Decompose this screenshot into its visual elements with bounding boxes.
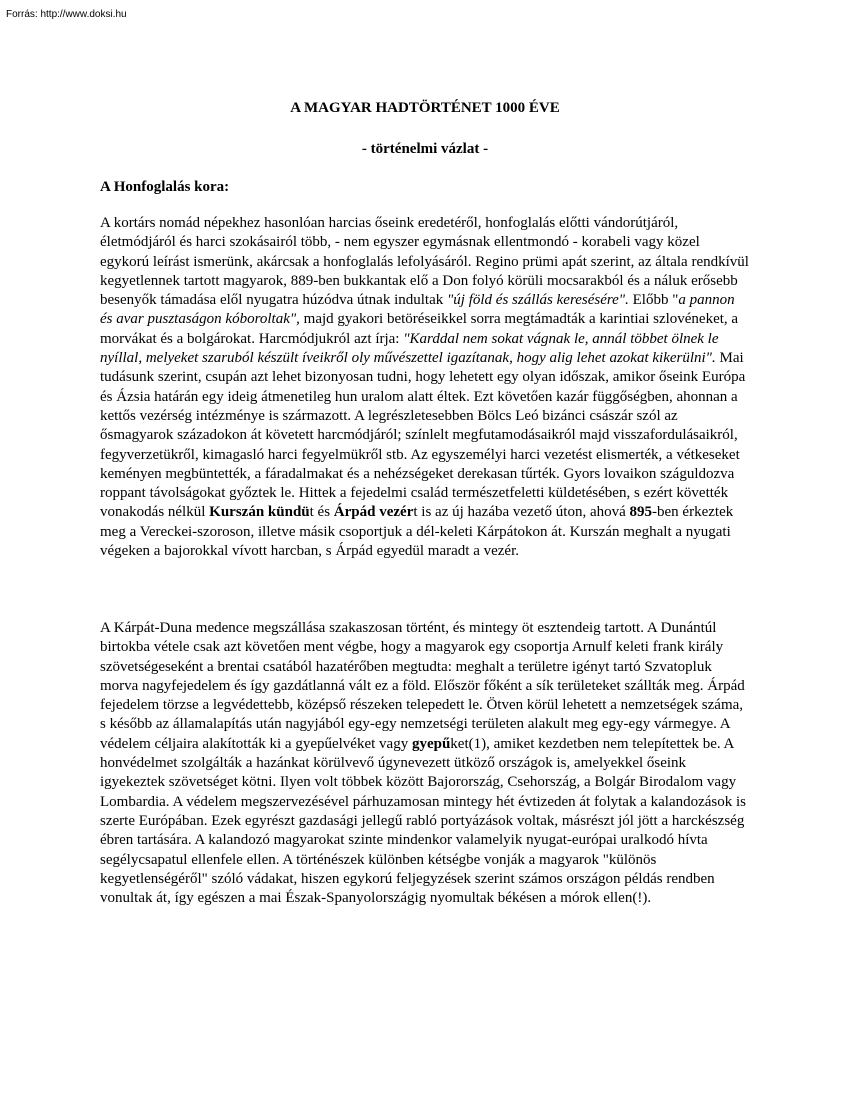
document-subtitle: - történelmi vázlat -	[361, 141, 489, 157]
paragraph-1	[100, 214, 750, 561]
quote-wandering: a pannon és avar pusztaságon kóboroltak",	[100, 292, 735, 328]
paragraph-2-text: A Kárpát-Duna medence megszállása szakaszosan történt, és mintegy öt esztendeig tartott. A Dunántúl birtokba vétele csak azt követően ment végbe, hogy a magyarok egy csoportja Arnulf keleti frank király szövetségeseként a brentai csatából hazatérőben megtudta: meghalt a területre igényt tartó Szvatopluk morva nagyfejedelem és így gazdátlanná vált ez a föld. Először főként a sík területeket szállták meg. Árpád fejedelem törzse a legvédettebb, középső részeken telepedett le. Ötven körül lehetett a nemzetségek száma, s később az államalapítás után nagyjából egy-egy nemzetségi területen alakult meg egy-egy vármegye. A védelem céljaira alakították ki a gyepűelvéket vagy	[100, 620, 745, 752]
paragraph-2	[100, 619, 750, 908]
paragraph-1-text: Mai tudásunk szerint, csupán azt lehet bizonyosan tudni, hogy lehetett egy olyan időszak, amikor őseink Európa és Ázsia határán egy ideig átmenetileg hun uralom alatt éltek. Ezt követően kazár függőségben, ahonnan a kettős vezérség intézménye is származott. A legrészletesebben Bölcs Leó bizánci császár szól az ősmagyarok századokon át követett harcmódjáról; színlelt megfutamodásaikról majd visszafordulásaikról, fegyverzetükről, kimagasló harci fegyelmükről stb. Az egyszemélyi harci vezetést elismerték, a vétkeseket keményen megbüntették, a fáradalmakat és a nehézségeket derekasan tűrték. Gyors lovaikon száguldozva roppant távolságokat győztek le. Hittek a fejedelmi család természetfeletti küldetésében, s ezért követték vonakodás nélkül	[100, 350, 746, 521]
bold-kurszan: Kurszán kündü	[209, 504, 310, 521]
paragraph-2-text: ket(1), amiket kezdetben nem telepítettek be. A honvédelmet szolgálták a hazánkat körülvevő úgynevezett ütköző országok is, amelyekkel őseink igyekeztek szövetséget kötni. Ilyen volt többek között Bajorország, Csehország, a Bolgár Birodalom vagy Lombardia. A védelem megszervezésével párhuzamosan mintegy hét évtizeden át folytak a kalandozások is szerte Európában. Ezek egyrészt gazdasági jellegű rabló portyázások voltak, másrészt jól jött a harckészség ébren tartására. A kalandozó magyarokat szinte mindenkor valamelyik nyugat-európai uralkodó hívta segélycsapatul ellenfele ellen. A történészek különben kétségbe vonják a magyarok "különös kegyetlenségéről" szóló vádakat, hiszen egykorú feljegyzések szerint számos országon példás rendben vonultak át, így egészen a mai Észak-Spanyolországig nyomultak békésen a mórok ellen(!).	[100, 735, 747, 907]
document-title: A MAGYAR HADTÖRTÉNET 1000 ÉVE	[290, 100, 560, 116]
bold-arpad: Árpád vezér	[333, 504, 414, 521]
source-line: Forrás: http://www.doksi.hu	[6, 9, 127, 20]
bold-gyepu: gyepű	[411, 735, 451, 752]
quote-new-land: "új föld és szállás keresésére".	[446, 292, 629, 309]
section-heading: A Honfoglalás kora:	[100, 179, 230, 195]
paragraph-1-text: -ben érkeztek meg a Vereckei-szoroson, illetve másik csoportjuk a dél-keleti Kárpátokon át. Kurszán meghalt a nyugati végeken a bajorokkal vívott harcban, s Árpád egyedül maradt a vezér.	[100, 504, 734, 560]
paragraph-1-text: majd gyakori betöréseikkel sorra megtámadták a karintiai szlovéneket, a morvákat és a bolgárokat. Harcmódjukról azt írja:	[100, 311, 739, 347]
bold-year-895: 895	[629, 504, 653, 521]
paragraph-1-text: A kortárs nomád népekhez hasonlóan harcias őseink eredetéről, honfoglalás előtti vándorútjáról, életmódjáról és harci szokásairól több, - nem egyszer egymásnak ellentmondó - korabeli vagy közel egykorú leírást ismerünk, akárcsak a honfoglalás lefolyásáról. Regino prümi apát szerint, az általa rendkívül kegyetlennek tartott magyarok, 889-ben bukkantak elő a Don folyó körüli mocsarakból és a náluk erősebb besenyők támadása elől nyugatra húzódva útnak indultak	[100, 215, 749, 309]
quote-battle-tactics: "Karddal nem sokat vágnak le, annál többet ölnek le nyíllal, melyeket szaruból készült íveikről oly művészettel igazítanak, hogy alig lehet azokat kikerülni".	[100, 330, 719, 367]
paragraph-1-text: t is az új hazába vezető úton, ahová	[413, 504, 630, 521]
paragraph-1-text: Előbb "	[628, 292, 679, 309]
paragraph-1-text: t és	[309, 504, 334, 521]
